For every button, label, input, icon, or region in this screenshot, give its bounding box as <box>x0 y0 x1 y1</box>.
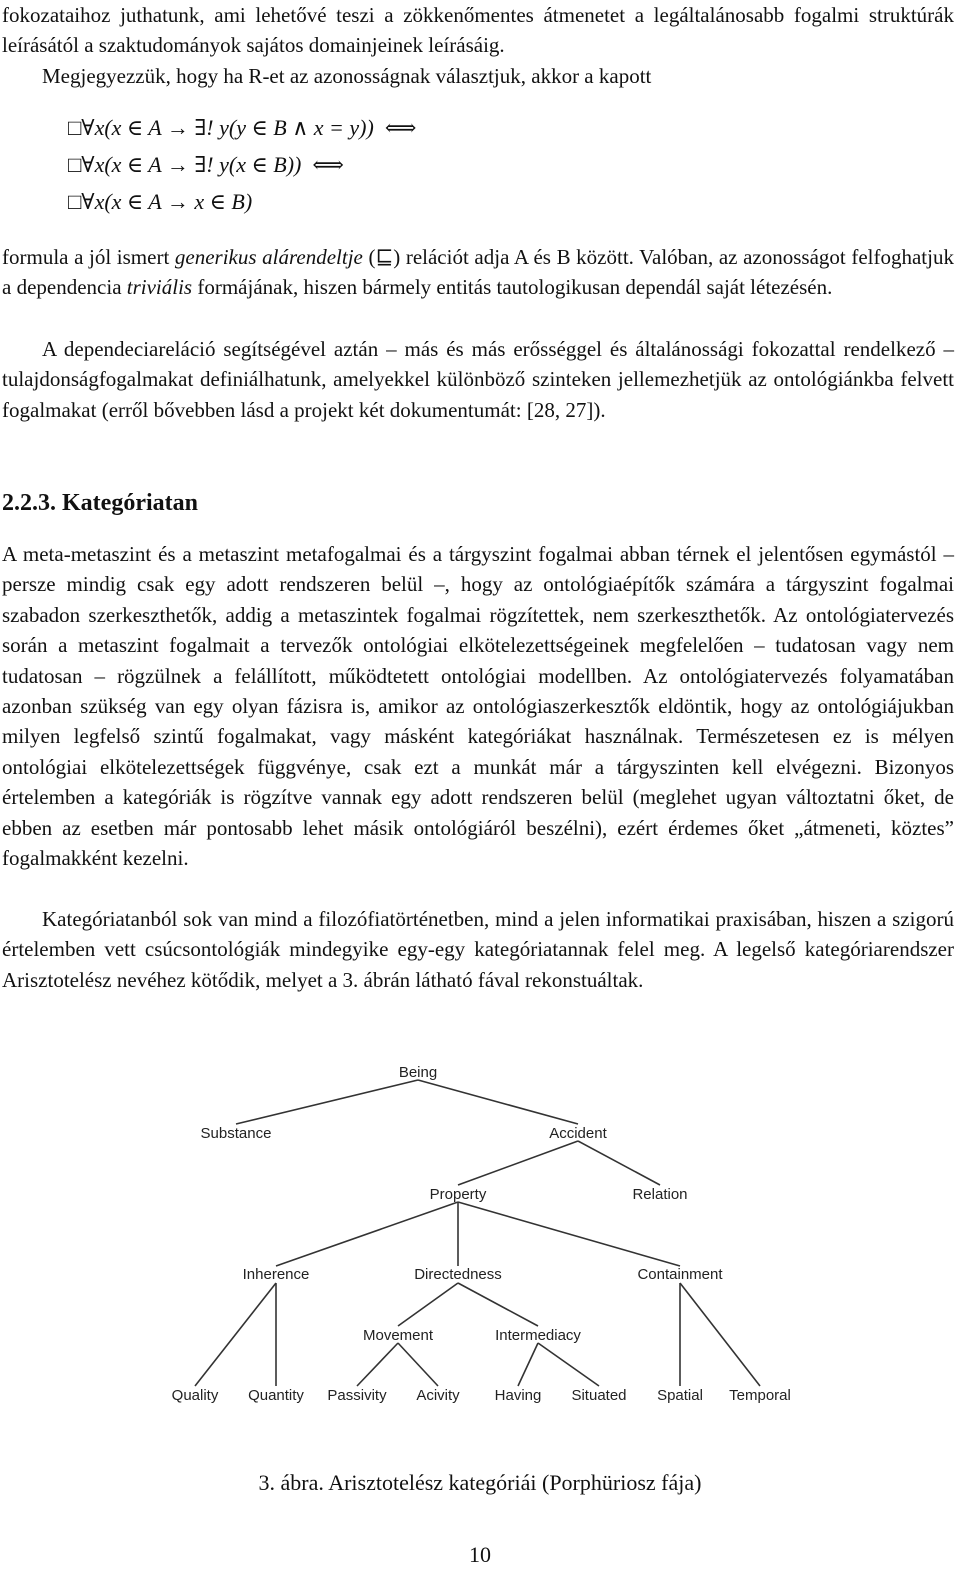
formula-line-3: □∀x(x ∈ A → x ∈ B) <box>68 189 253 214</box>
text-run: formula a jól ismert <box>2 245 175 269</box>
text-run: (⊑) relációt adja A és B között. Valóban, az azonosságot felfoghatjuk a dependencia <box>2 245 954 300</box>
page-number: 10 <box>469 1542 491 1567</box>
node-quality: Quality <box>171 1387 219 1404</box>
node-passivity: Passivity <box>327 1387 387 1404</box>
node-being: Being <box>398 1064 438 1081</box>
text-run: formájának, hiszen bármely entitás tautologikusan dependál saját létezésén. <box>192 275 833 300</box>
node-movement: Movement <box>362 1327 434 1344</box>
node-substance: Substance <box>200 1125 272 1142</box>
figure-caption: 3. ábra. Arisztotelész kategóriái (Porphüriosz fája) <box>258 1470 702 1495</box>
paragraph-aristotle: Kategóriatanból sok van mind a filozófiatörténetben, mind a jelen informatikai praxisában, hiszen a szigorú értelemben vett csúcsontológiák mindegyike egy-egy kategóriatannak felel meg. A legelső kategóriarendszer Arisztotelész nevéhez kötődik, melyet a 3. ábrán látható fával rekonstuáltak. <box>2 907 954 992</box>
node-accident: Accident <box>549 1125 607 1142</box>
node-quantity: Quantity <box>248 1387 304 1404</box>
node-having: Having <box>494 1387 542 1404</box>
node-containment: Containment <box>637 1266 723 1283</box>
category-tree-figure <box>0 1058 960 1418</box>
formula-line-1: □∀x(x ∈ A → ∃! y(y ∈ B ∧ x = y)) ⟺ <box>68 115 417 140</box>
section-heading: 2.2.3. Kategóriatan <box>2 490 198 516</box>
node-inherence: Inherence <box>242 1266 310 1283</box>
emphasis-trivial: triviális <box>126 275 193 300</box>
node-directedness: Directedness <box>414 1266 502 1283</box>
emphasis-generic-subordinate: generikus alárendeltje <box>174 245 363 269</box>
tree-edges <box>195 1080 760 1386</box>
node-property: Property <box>429 1186 487 1203</box>
node-temporal: Temporal <box>729 1387 791 1404</box>
node-intermediacy: Intermediacy <box>495 1327 581 1344</box>
paragraph-categories: A meta-metaszint és a metaszint metafogalmai és a tárgyszint fogalmai abban térnek el jelentősen egymástól – persze mindig csak egy adott rendszeren belül –, hogy az ontológiaépítők számára a tárgyszint fogalmai szabadon szerkeszthetők, addig a metaszintek fogalmai rögzítettek, nem szerkeszthetők. Az ontológiatervezés során a metaszint fogalmait a tervezők ontológiai elkötelezettségeinek megfelelően – tudatosan vagy nem tudatosan – rögzülnek a felállított, működtetett ontológiai modellben. Az ontológiatervezés folyamatában azonban szükség van egy olyan fázisra is, amikor az ontológiaszerkesztők eldöntik, hogy az ontológiájukban milyen legfelső szintű fogalmakat, vagy másként kategóriákat használnak. Természetesen ez is mélyen ontológiai elkötelezettségek függvénye, csak ezt a munkát már a tárgyszinten kell elvégezni. Bizonyos értelemben a kategóriák is rögzítve vannak egy adott rendszeren belül (meglehet ugyan változtatni őket, de ebben az esetben már pontosabb lehet másik ontológiáról beszélni), ezért érdemes őket „átmeneti, köztes” fogalmakként kezelni. <box>2 542 954 871</box>
node-situated: Situated <box>571 1387 627 1404</box>
node-spatial: Spatial <box>657 1387 703 1404</box>
node-acivity: Acivity <box>416 1387 460 1404</box>
paragraph-subsumption <box>2 242 954 303</box>
paragraph-intro: fokozataihoz juthatunk, ami lehetővé teszi a zökkenőmentes átmenetet a legáltalánosabb fogalmi struktúrák leírásától a szaktudományok sajátos domainjeinek leírásáig. <box>2 3 954 58</box>
node-relation: Relation <box>632 1186 688 1203</box>
formula-line-2: □∀x(x ∈ A → ∃! y(x ∈ B)) ⟺ <box>68 152 344 177</box>
paragraph-dependence: A dependeciareláció segítségével aztán – más és más erősséggel és általánossági fokozattal rendelkező – tulajdonságfogalmakat definiálhatunk, amelyekkel különböző szinteken jellemezhetjük az ontológiánkba felvett fogalmakat (erről bővebben lásd a projekt két dokumentumát: [28, 27]). <box>2 337 954 422</box>
paragraph-identity: Megjegyezzük, hogy ha R-et az azonosságnak választjuk, akkor a kapott <box>42 64 652 88</box>
